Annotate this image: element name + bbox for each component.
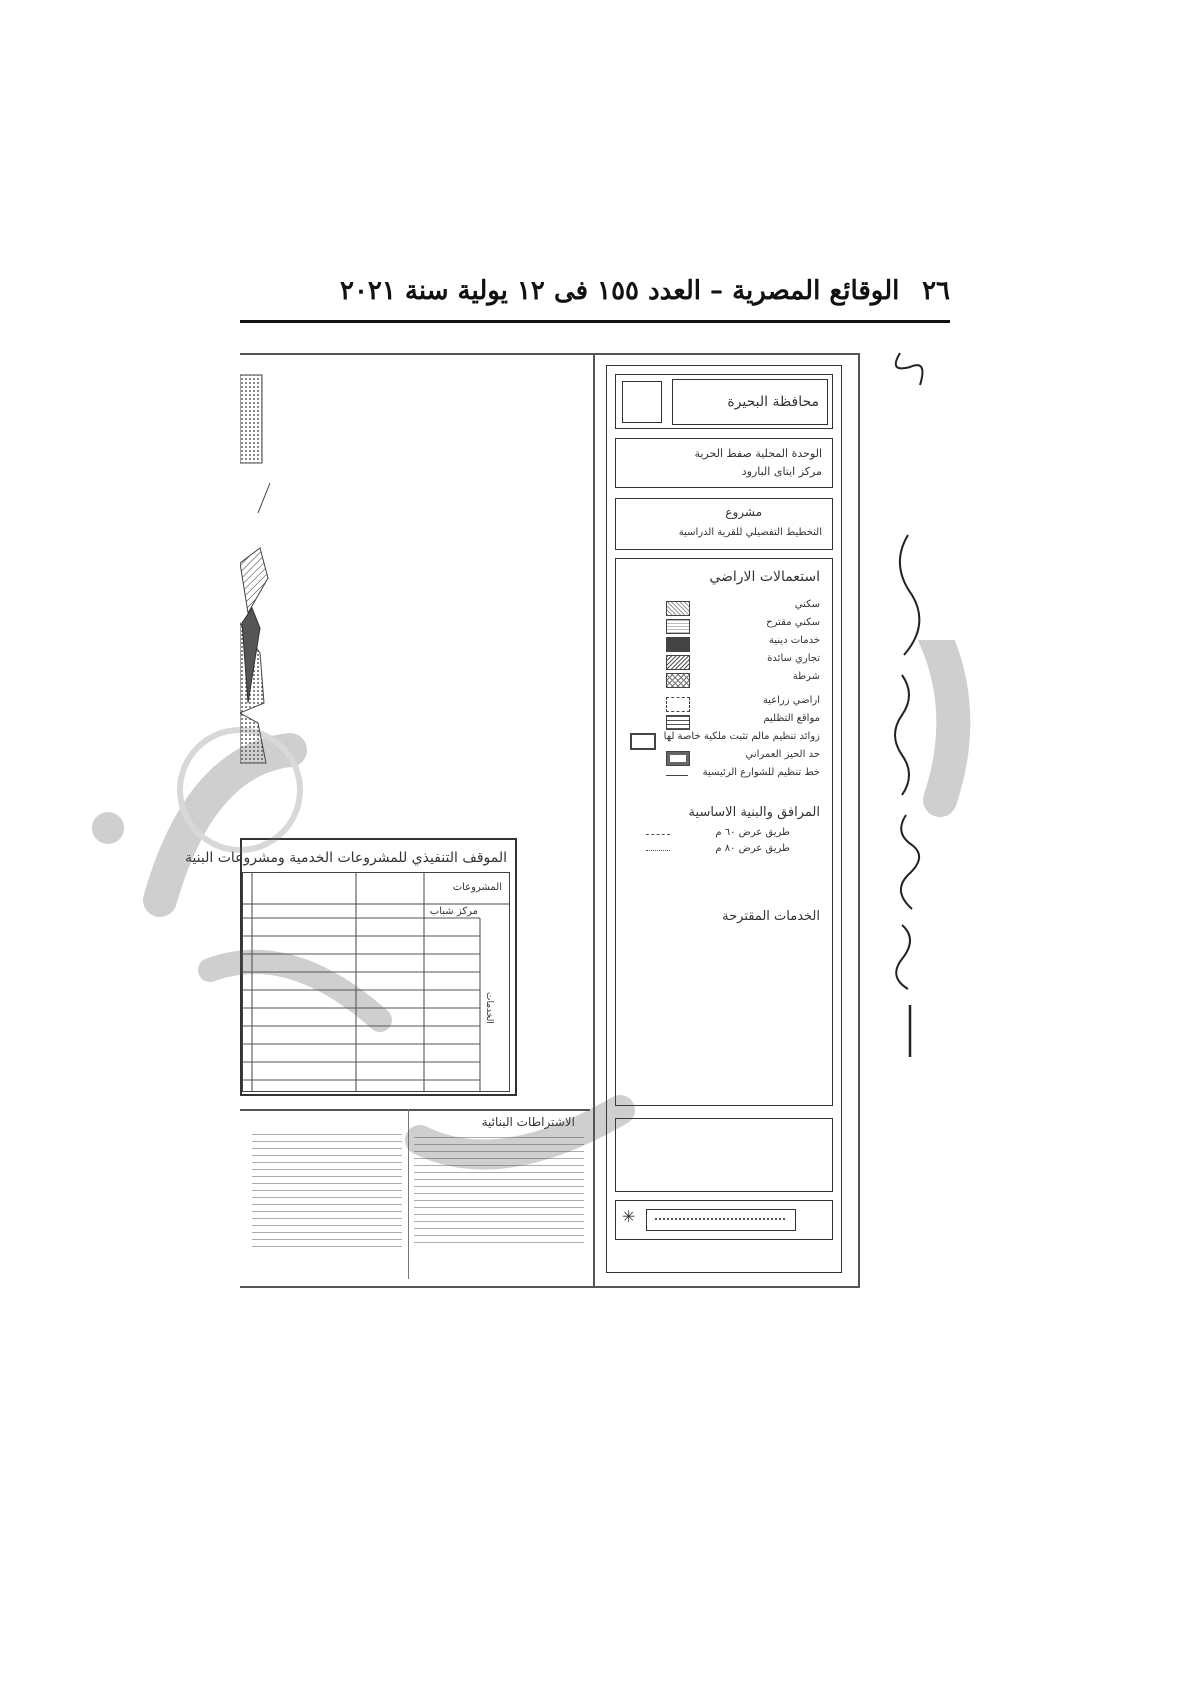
legend-title: استعمالات الاراضي [709,569,820,585]
local-unit-name: الوحدة المحلية صفط الحرية [694,447,822,460]
table-row-youth-center: مركز شباب [429,906,478,917]
legend-item: شرطة [660,671,820,689]
signature-box [646,1209,796,1231]
swatch-dots [666,601,690,616]
signature-strip [655,1218,785,1220]
sheet-bottom-border [240,1286,860,1288]
table-header-projects: المشروعات [452,882,502,893]
legend-item: اراضي زراعية [660,695,820,713]
legend-item: تجاري سائدة [660,653,820,671]
swatch-double [630,733,656,750]
map-fragment [240,353,310,833]
swatch-dashed [666,697,690,712]
sheet-right-border [858,353,860,1288]
conditions-top-rule [240,1109,590,1111]
project-label: مشروع [725,505,762,519]
conditions-divider [408,1109,409,1279]
column-divider [593,355,595,1286]
sun-emblem-icon: ✳ [622,1207,636,1226]
swatch-box [666,751,690,766]
swatch-light-dots [666,619,690,634]
infra-road-80: طريق عرض ٨٠ م [715,843,790,854]
proposed-services-title: الخدمات المقترحة [722,909,820,924]
center-name: مركز ايتاى البارود [741,465,822,478]
road-80-line [646,850,670,851]
legend-item: خدمات دينية [660,635,820,653]
conditions-text-left [252,1129,402,1247]
legend-box [615,558,833,1106]
legend-item: سكني مقترح [660,617,820,635]
swatch-hatch [666,655,690,670]
gazette-title: الوقائع المصرية – العدد ١٥٥ فى ١٢ يولية سنة ٢٠٢١ [340,276,900,306]
status-table-title: الموقف التنفيذي للمشروعات الخدمية ومشروعات البنية [184,850,507,866]
governorate-inner [672,379,828,425]
legend-item: سكني [660,599,820,617]
legend-item: زوائد تنظيم مالم تثبت ملكية خاصة لها [630,731,820,749]
handwriting-strokes [880,345,950,1065]
legend-item: خط تنظيم للشوارع الرئيسية [660,767,820,785]
project-name: التخطيط التفصيلي للقرية الدراسية [678,527,822,538]
infrastructure-title: المرافق والبنية الاساسية [688,805,820,820]
swatch-lines [666,715,690,730]
sheet-top-border [240,353,860,355]
governorate-name: محافظة البحيرة [727,394,819,410]
governorate-box [615,374,833,429]
scanned-map-sheet [184,353,860,1288]
swatch-dark [666,637,690,652]
page-header [240,272,950,322]
page-number: ٢٦ [922,276,950,306]
swatch-cross [666,673,690,688]
handwritten-note [880,345,950,1065]
infra-road-60: طريق عرض ٦٠ م [715,827,790,838]
status-table-frame [184,838,517,1096]
swatch-line [666,775,688,776]
approval-box [615,1118,833,1192]
header-rule [240,320,950,323]
conditions-text-right [414,1133,584,1243]
legend-item: حد الحيز العمراني [660,749,820,767]
project-box [615,498,833,550]
local-unit-box [615,438,833,488]
table-side-label: الخدمات [484,992,494,1024]
road-60-line [646,834,670,835]
table-grid [242,872,510,1092]
title-block [606,365,842,1273]
conditions-title: الاشتراطات البنائية [481,1115,575,1129]
stamp-box [615,1200,833,1240]
status-table [242,872,510,1092]
logo-box [622,381,662,423]
legend-item: مواقع التظليم [660,713,820,731]
